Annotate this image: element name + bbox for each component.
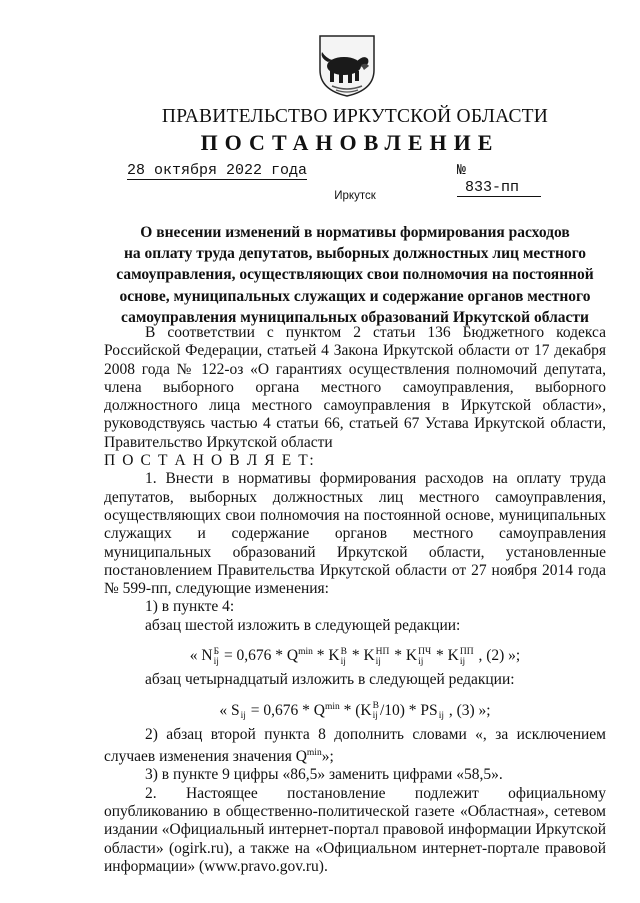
preamble: В соответствии с пунктом 2 статьи 136 Бюджетного кодекса Российской Федерации, статьей 4 Закона Иркутской области от 17 декабря 2008 года № 122-оз «О гарантиях осуществления полномочий депутата, члена выборного органа местного самоуправления, выборного должностного лица местного самоуправления в Иркутской области», руководствуясь частью 4 статьи 66, статьей 67 Устава Иркутской области, Правительство Иркутской области xyxy=(104,324,606,451)
title-line: О внесении изменений в нормативы формирования расходов xyxy=(140,224,570,241)
document-type: ПОСТАНОВЛЕНИЕ xyxy=(200,130,500,155)
item-1-1-b: абзац четырнадцатый изложить в следующей редакции: xyxy=(145,671,515,689)
government-name: ПРАВИТЕЛЬСТВО ИРКУТСКОЙ ОБЛАСТИ xyxy=(161,106,549,127)
title-line: самоуправления муниципальных образований Иркутской области xyxy=(121,308,589,326)
item-1-1: 1) в пункте 4: xyxy=(145,598,235,616)
number-label: № xyxy=(457,162,467,179)
item-1-2: 2) абзац второй пункта 8 дополнить словами «, за исключением случаев изменения значения $Q^{min}$»; xyxy=(104,725,606,766)
title-line: на оплату труда депутатов, выборных должностных лиц местного xyxy=(123,245,587,263)
item-1-1-a: абзац шестой изложить в следующей редакции: xyxy=(145,616,461,634)
document-body xyxy=(104,324,606,876)
date-value: 28 октября 2022 года xyxy=(127,162,308,179)
formula-2: « N Б ij = $0,676 * Q^{min}$ * K В ij * K НП ij * K ПЧ ij * K ПП ij , (2) »; xyxy=(189,646,521,667)
number-value: 833-пп xyxy=(457,179,541,197)
item-2: 2. Настоящее постановление подлежит официальному опубликованию в общественно-политической газете «Областная», сетевом издании «Официальный интернет-портал правовой информации Иркутской области» (ogirk.ru), а также на «Официальном интернет-портале правовой информации» (www.pravo.gov.ru). xyxy=(104,784,606,875)
title-line: самоуправления, осуществляющих свои полномочия на постоянной xyxy=(116,266,594,284)
title-line: основе, муниципальных служащих и содержание органов местного xyxy=(119,287,591,305)
city: Иркутск xyxy=(334,190,376,202)
item-1-3: 3) в пункте 9 цифры «86,5» заменить цифрами «58,5». xyxy=(145,766,503,784)
coat-of-arms-icon xyxy=(314,32,380,98)
document-title xyxy=(100,222,610,328)
formula-3: « S ij = $0,676 * Q^{min} * (K$ В ij /10) * PS ij , (3) »; xyxy=(219,701,491,722)
decree-word: П О С Т А Н О В Л Я Е Т: xyxy=(104,452,316,470)
document-date xyxy=(127,162,307,179)
item-1: 1. Внести в нормативы формирования расходов на оплату труда депутатов, выборных должностных лиц местного самоуправления, осуществляющих свои полномочия на постоянной основе, муниципальных служащих и содержание органов местного самоуправления муниципальных образований Иркутской области, установленные постановлением Правительства Иркутской области от 27 ноября 2014 года № 599-пп, следующие изменения: xyxy=(104,470,606,598)
